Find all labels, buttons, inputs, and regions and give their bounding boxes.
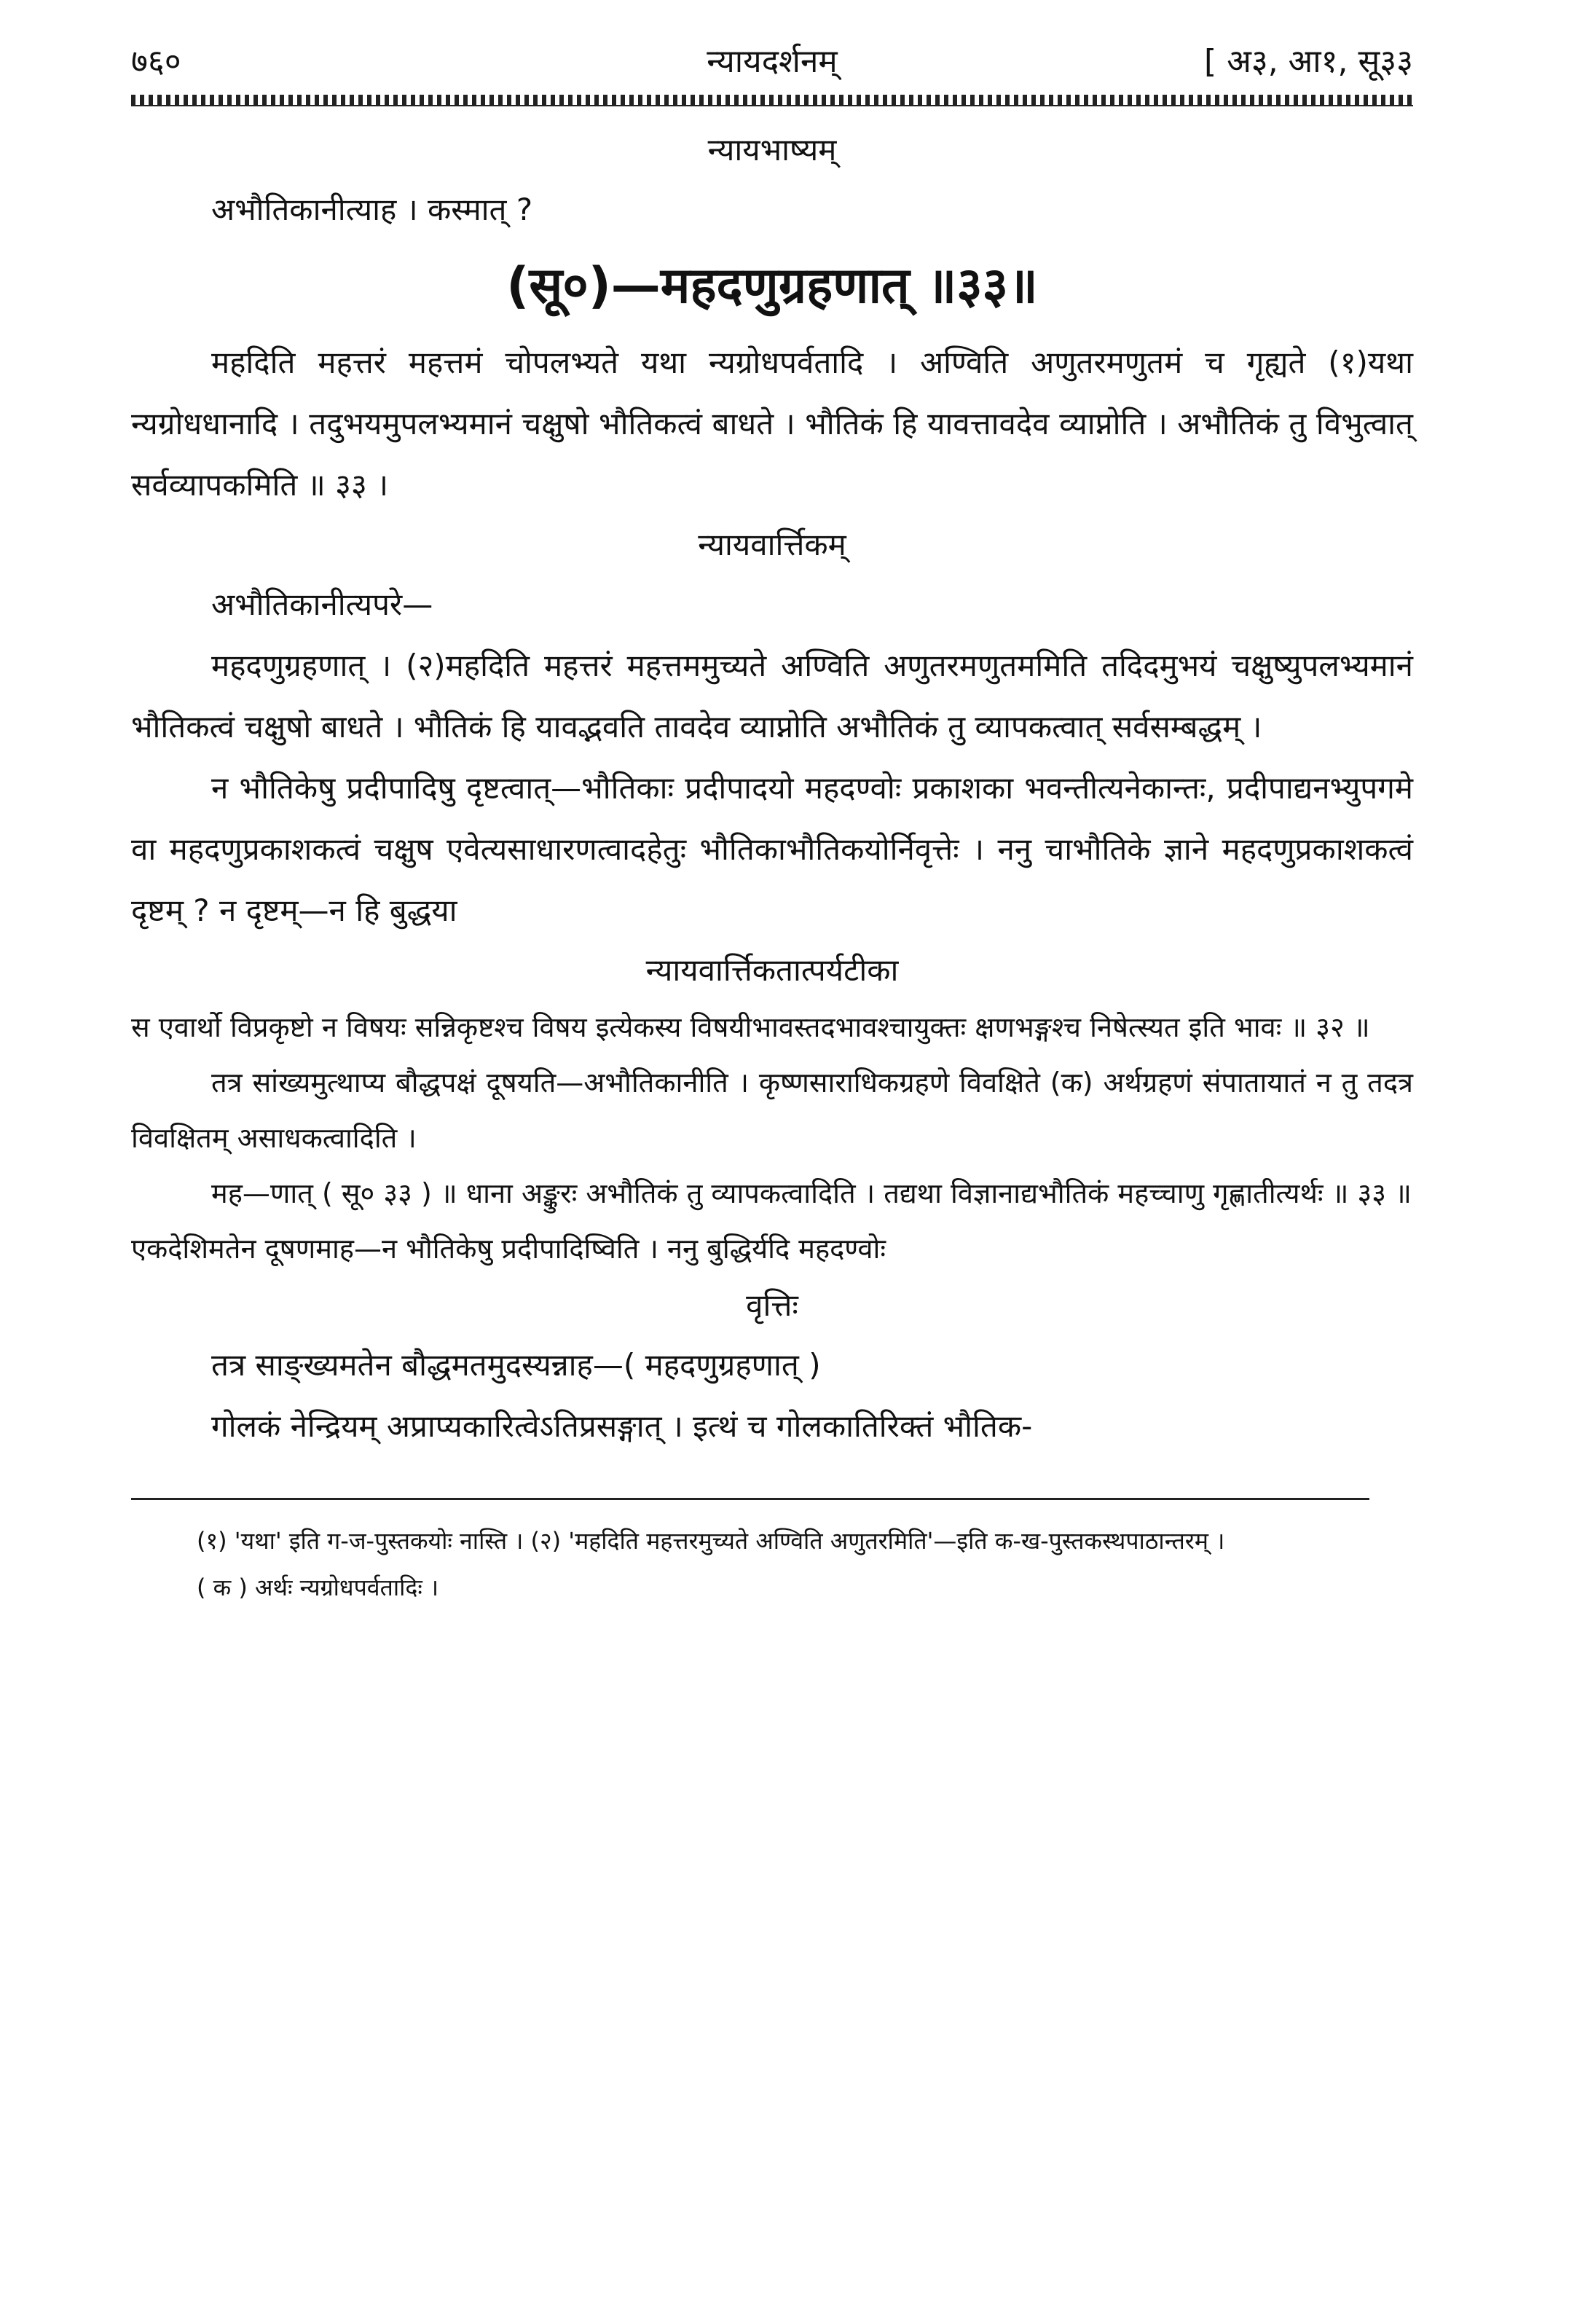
- vritti-section: [131, 1279, 1413, 1457]
- tika-heading: न्यायवार्त्तिकतात्पर्यटीका: [645, 952, 899, 988]
- vartika-paragraph-1: महदणुग्रहणात् । (२)महदिति महत्तरं महत्तममुच्यते अण्विति अणुतरमणुतममिति तदिदमुभयं चक्षुष्युपलभ्यमानं भौतिकत्वं चक्षुषो बाधते । भौतिकं हि यावद्भवति तावदेव व्याप्नोति अभौतिकं तु व्यापकत्वात् सर्वसम्बद्धम् ।: [131, 648, 1413, 745]
- vartika-heading: न्यायवार्त्तिकम्: [698, 527, 846, 562]
- sutra-line: (सू०)—महदणुग्रहणात् ॥३३॥: [506, 257, 1038, 315]
- footnotes: [131, 1518, 1413, 1611]
- chapter-reference: [ अ३, आ१, सू३३: [1204, 43, 1413, 80]
- vartika-section: [131, 519, 1413, 941]
- tika-paragraph-4: एकदेशिमतेन दूषणमाह—न भौतिकेषु प्रदीपादिष्विति । ननु बुद्धिर्यदि महदण्वोः: [131, 1233, 886, 1265]
- vartika-intro: अभौतिकानीत्यपरे—: [211, 586, 433, 622]
- footnote-ka: ( क ) अर्थः न्यग्रोधपर्वतादिः ।: [197, 1574, 439, 1601]
- bhashya-intro: अभौतिकानीत्याह । कस्मात् ?: [211, 192, 533, 227]
- running-header: [131, 29, 1413, 95]
- tika-paragraph-3: मह—णात् ( सू० ३३ ) ॥ धाना अङ्कुरः अभौतिकं तु व्यापकत्वादिति । तद्यथा विज्ञानाद्यभौतिकं महच्चाणु गृह्णातीत्यर्थः ॥ ३३ ॥: [211, 1177, 1412, 1209]
- bhashya-section: [131, 124, 1413, 516]
- tika-paragraph-1: स एवार्थो विप्रकृष्टो न विषयः सन्निकृष्टश्च विषय इत्येकस्य विषयीभावस्तदभावश्चायुक्तः क्षणभङ्गश्च निषेत्स्यत इति भावः ॥ ३२ ॥: [131, 1011, 1370, 1043]
- bhashya-text: महदिति महत्तरं महत्तमं चोपलभ्यते यथा न्यग्रोधपर्वतादि । अण्विति अणुतरमणुतमं च गृह्यते (१)यथा न्यग्रोधधानादि । तदुभयमुपलभ्यमानं चक्षुषो भौतिकत्वं बाधते । भौतिकं हि यावत्तावदेव व्याप्नोति । अभौतिकं तु विभुत्वात् सर्वव्यापकमिति ॥ ३३ ।: [131, 345, 1413, 503]
- footnote-divider: [131, 1498, 1369, 1500]
- tika-section: [131, 944, 1413, 1276]
- vritti-heading: वृत्तिः: [746, 1287, 798, 1323]
- vritti-paragraph-2: गोलकं नेन्द्रियम् अप्राप्यकारित्वेऽतिप्रसङ्गात् । इत्थं च गोलकातिरिक्तं भौतिक-: [211, 1408, 1033, 1444]
- page-number: ७६०: [131, 43, 181, 80]
- book-title: न्यायदर्शनम्: [707, 43, 838, 80]
- vartika-paragraph-2: न भौतिकेषु प्रदीपादिषु दृष्टत्वात्—भौतिकाः प्रदीपादयो महदण्वोः प्रकाशका भवन्तीत्यनेकान्तः, प्रदीपाद्यनभ्युपगमे वा महदणुप्रकाशकत्वं चक्षुष एवेत्यसाधारणत्वादहेतुः भौतिकाभौतिकयोर्निवृत्तेः । ननु चाभौतिके ज्ञाने महदणुप्रकाशकत्वं दृष्टम् ? न दृष्टम्—न हि बुद्धया: [131, 770, 1413, 928]
- tika-paragraph-2: तत्र सांख्यमुत्थाप्य बौद्धपक्षं दूषयति—अभौतिकानीति । कृष्णसाराधिकग्रहणे विवक्षिते (क) अर्थग्रहणं संपातायातं न तु तदत्र विवक्षितम् असाधकत्वादिति ।: [131, 1067, 1413, 1154]
- header-wavy-rule: [131, 95, 1413, 106]
- footnote-1-2: (१) 'यथा' इति ग-ज-पुस्तकयोः नास्ति । (२) 'महदिति महत्तरमुच्यते अण्विति अणुतरमिति'—इति क-ख-पुस्तकस्थपाठान्तरम् ।: [197, 1527, 1225, 1555]
- bhashya-heading: न्यायभाष्यम्: [707, 132, 837, 168]
- document-page: [131, 29, 1413, 1611]
- vritti-paragraph-1: तत्र साङ्ख्यमतेन बौद्धमतमुदस्यन्नाह—( महदणुग्रहणात् ): [211, 1347, 821, 1383]
